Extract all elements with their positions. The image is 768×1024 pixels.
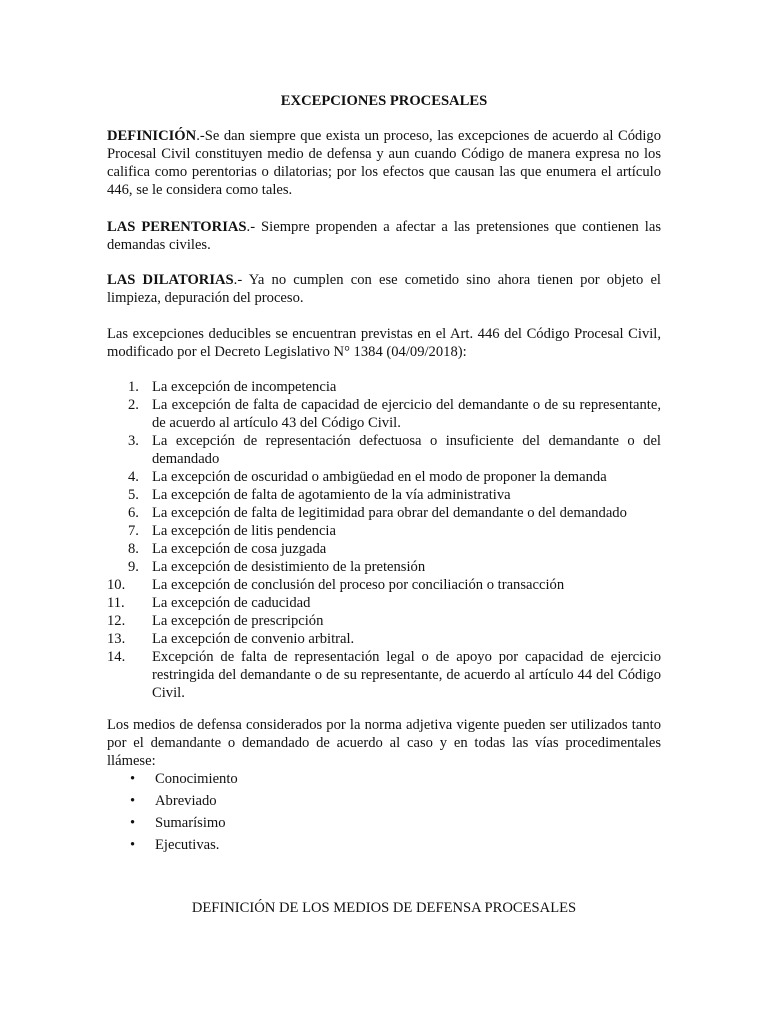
list-item bbox=[107, 612, 661, 630]
definicion-text: .-Se dan siempre que exista un proceso, las excepciones de acuerdo al Código Procesal Civil constituyen medio de defensa y aun cuando Código de manera expresa no los califica como perentorias o dilatorias; por los efectos que causan las que enumera el artículo 446, se le considera como tales. bbox=[107, 128, 661, 198]
paragraph-perentorias bbox=[107, 218, 661, 254]
list-item-number: 6. bbox=[128, 505, 139, 521]
list-item-number: 4. bbox=[128, 469, 139, 485]
list-item-text: La excepción de cosa juzgada bbox=[152, 541, 327, 557]
procedimientos-list bbox=[107, 770, 238, 858]
list-item-number: 5. bbox=[128, 487, 139, 503]
list-item-text: La excepción de litis pendencia bbox=[152, 523, 336, 539]
bullet-text: Ejecutivas. bbox=[155, 837, 220, 853]
bullet-item bbox=[107, 814, 238, 832]
list-item-number: 3. bbox=[128, 433, 139, 449]
list-item-number: 14. bbox=[107, 649, 126, 665]
list-item-number: 12. bbox=[107, 613, 126, 629]
list-item-text: La excepción de falta de legitimidad para obrar del demandante o del demandado bbox=[152, 505, 627, 521]
list-item bbox=[107, 468, 661, 486]
list-item-text: La excepción de prescripción bbox=[152, 613, 324, 629]
list-item-text: Excepción de falta de representación legal o de apoyo por capacidad de ejercicio restringida del demandante o de su representante, de acuerdo al artículo 44 del Código Civil. bbox=[152, 649, 661, 701]
bullet-item bbox=[107, 770, 238, 788]
document-title: EXCEPCIONES PROCESALES bbox=[280, 93, 488, 109]
list-item-number: 1. bbox=[128, 379, 139, 395]
bullet-text: Abreviado bbox=[155, 793, 217, 809]
list-item-number: 2. bbox=[128, 397, 139, 413]
list-item bbox=[107, 432, 661, 468]
bullet-text: Conocimiento bbox=[155, 771, 238, 787]
list-item bbox=[107, 648, 661, 702]
list-item bbox=[107, 522, 661, 540]
bullet-icon: • bbox=[130, 837, 136, 853]
perentorias-text: .- Siempre propenden a afectar a las pretensiones que contienen las demandas civiles. bbox=[107, 219, 662, 253]
list-item-number: 11. bbox=[107, 595, 125, 611]
list-item-text: La excepción de caducidad bbox=[152, 595, 311, 611]
section-subtitle: DEFINICIÓN DE LOS MEDIOS DE DEFENSA PROCESALES bbox=[191, 900, 577, 916]
list-item bbox=[107, 378, 661, 396]
paragraph-intro-list: Las excepciones deducibles se encuentran previstas en el Art. 446 del Código Procesal Civil, modificado por el Decreto Legislativo N° 1384 (04/09/2018): bbox=[107, 326, 661, 360]
list-item bbox=[107, 576, 661, 594]
list-item-text: La excepción de convenio arbitral. bbox=[152, 631, 355, 647]
dilatorias-text: .- Ya no cumplen con ese cometido sino ahora tienen por objeto el limpieza, depuración del proceso. bbox=[107, 272, 661, 306]
excepciones-list bbox=[107, 378, 661, 702]
dilatorias-label: LAS DILATORIAS bbox=[107, 272, 234, 288]
list-item-text: La excepción de desistimiento de la pretensión bbox=[152, 559, 426, 575]
list-item-number: 10. bbox=[107, 577, 126, 593]
bullet-icon: • bbox=[130, 793, 136, 809]
list-item-text: La excepción de representación defectuosa o insuficiente del demandante o del demandado bbox=[152, 433, 661, 467]
list-item-number: 13. bbox=[107, 631, 126, 647]
paragraph-medios: Los medios de defensa considerados por la norma adjetiva vigente pueden ser utilizados tanto por el demandante o demandado de acuerdo al caso y en todas las vías procedimentales llámese: bbox=[107, 717, 661, 769]
paragraph-definicion bbox=[107, 127, 661, 199]
bullet-icon: • bbox=[130, 771, 136, 787]
list-item-text: La excepción de falta de agotamiento de la vía administrativa bbox=[152, 487, 511, 503]
list-item-number: 9. bbox=[128, 559, 139, 575]
list-item bbox=[107, 486, 661, 504]
bullet-item bbox=[107, 836, 238, 854]
list-item bbox=[107, 540, 661, 558]
bullet-icon: • bbox=[130, 815, 136, 831]
definicion-label: DEFINICIÓN bbox=[107, 128, 197, 144]
list-item bbox=[107, 396, 661, 432]
bullet-item bbox=[107, 792, 238, 810]
list-item bbox=[107, 630, 661, 648]
list-item-number: 7. bbox=[128, 523, 139, 539]
list-item bbox=[107, 594, 661, 612]
list-item-text: La excepción de oscuridad o ambigüedad en el modo de proponer la demanda bbox=[152, 469, 607, 485]
list-item-number: 8. bbox=[128, 541, 139, 557]
list-item bbox=[107, 504, 661, 522]
list-item bbox=[107, 558, 661, 576]
list-item-text: La excepción de incompetencia bbox=[152, 379, 337, 395]
list-item-text: La excepción de falta de capacidad de ejercicio del demandante o de su representante, de acuerdo al artículo 43 del Código Civil. bbox=[152, 397, 661, 431]
bullet-text: Sumarísimo bbox=[155, 815, 226, 831]
paragraph-dilatorias bbox=[107, 271, 661, 307]
list-item-text: La excepción de conclusión del proceso por conciliación o transacción bbox=[152, 577, 565, 593]
perentorias-label: LAS PERENTORIAS bbox=[107, 219, 247, 235]
